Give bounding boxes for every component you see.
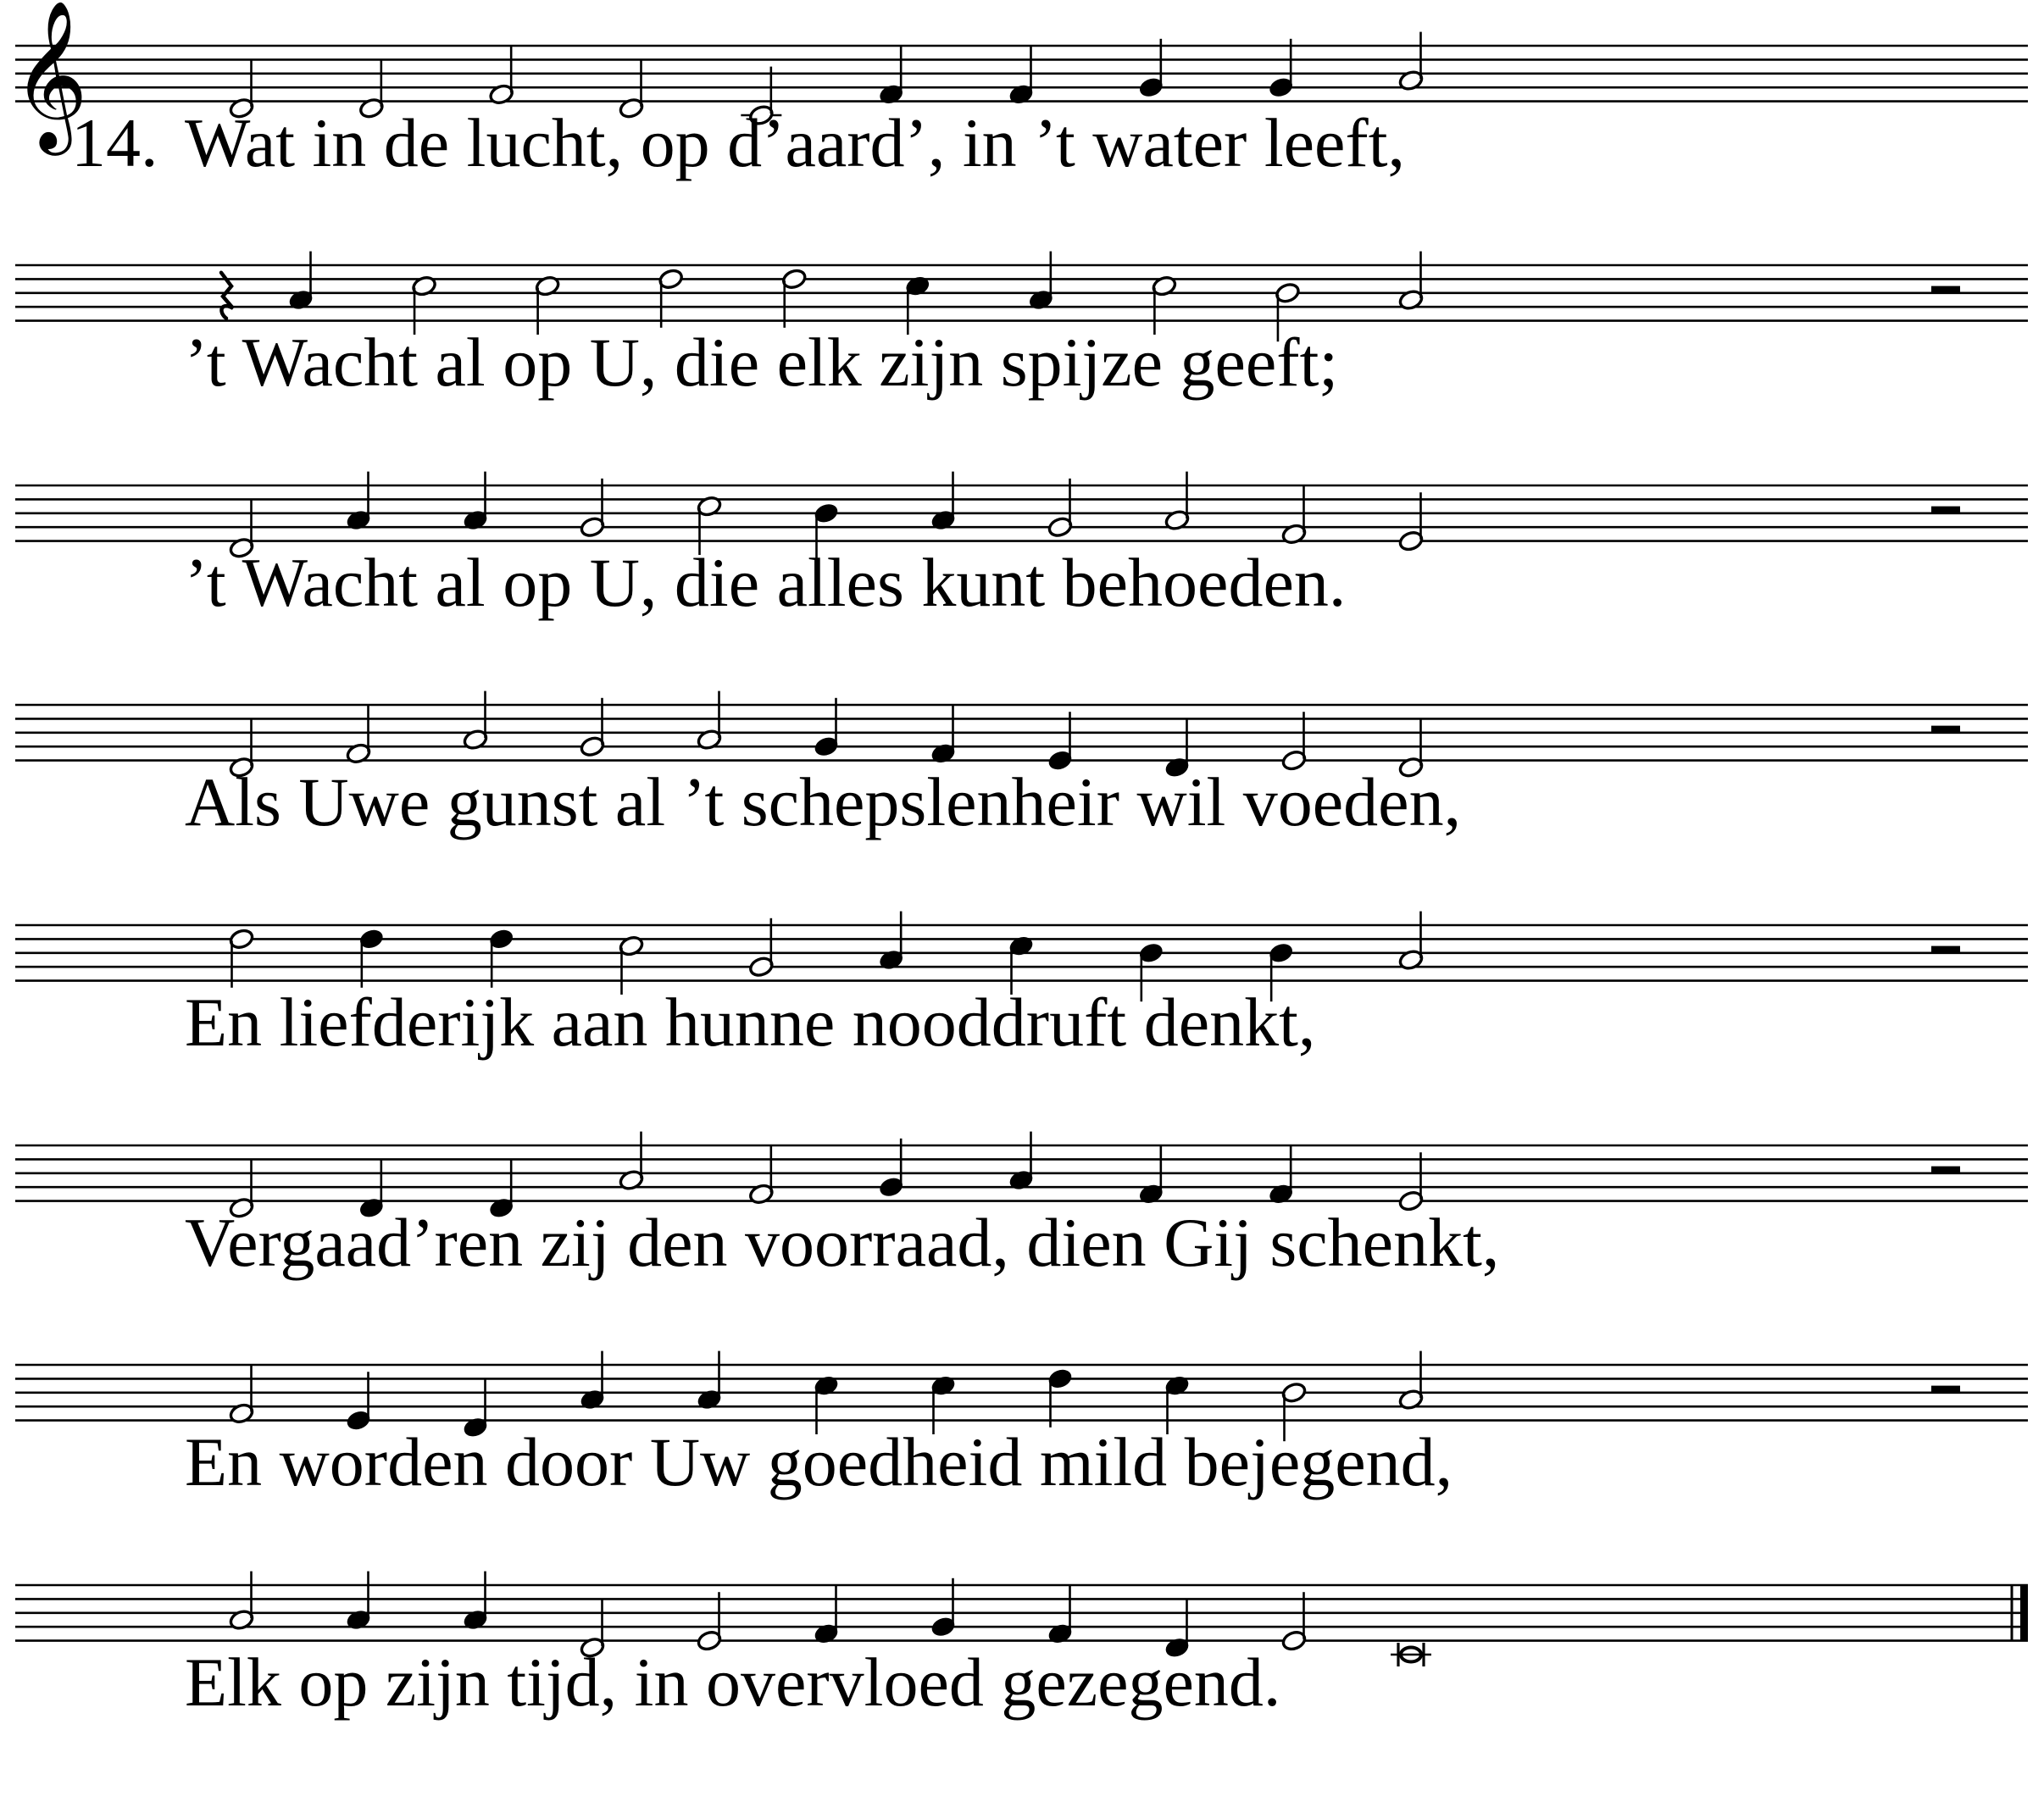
lyric-line: En liefderijk aan hunne nooddruft denkt, <box>185 983 1316 1061</box>
note <box>488 46 514 106</box>
note <box>288 252 314 312</box>
note <box>488 928 514 988</box>
note <box>878 1139 904 1199</box>
note <box>878 912 904 972</box>
lyric-line: Elk op zijn tijd, in overvloed gezegend. <box>185 1643 1281 1721</box>
note <box>748 1145 775 1206</box>
note <box>781 268 808 328</box>
lyric-line: Wat in de lucht, op d’aard’, in ’t water leeft, <box>185 103 1406 181</box>
note <box>930 1578 957 1638</box>
note <box>1268 1145 1294 1206</box>
note <box>1047 1585 1074 1645</box>
note <box>697 691 723 751</box>
half-rest-icon <box>1931 1386 1960 1394</box>
verse-number: 14. <box>71 103 158 181</box>
note <box>878 46 904 106</box>
staff-system <box>15 1365 2028 1421</box>
note <box>1047 479 1074 539</box>
note <box>748 918 775 979</box>
note <box>1047 1367 1074 1428</box>
note <box>814 1585 840 1645</box>
note <box>619 1132 645 1192</box>
note <box>1028 252 1054 312</box>
svg-text:𝄞: 𝄞 <box>12 0 88 149</box>
note <box>463 1572 489 1632</box>
note <box>346 1572 372 1632</box>
lyric-line: En worden door Uw goedheid mild bejegend, <box>185 1422 1453 1500</box>
note <box>1398 32 1425 92</box>
note <box>1398 492 1425 552</box>
note <box>1398 912 1425 972</box>
staff-system <box>15 265 2028 321</box>
half-rest-icon <box>1931 1167 1960 1174</box>
note <box>1164 472 1191 532</box>
note <box>1008 46 1035 106</box>
staff-system <box>15 485 2028 541</box>
note <box>346 705 372 765</box>
note <box>580 479 606 539</box>
note <box>1391 1643 1431 1666</box>
note <box>229 1365 255 1425</box>
note <box>1138 39 1164 99</box>
lyric-line: Als Uwe gunst al ’t schepslenheir wil voeden, <box>185 762 1462 840</box>
lyric-line: ’t Wacht al op U, die elk zijn spijze geeft; <box>185 323 1339 401</box>
note <box>1281 485 1308 546</box>
note <box>1138 1145 1164 1206</box>
note <box>1281 1592 1308 1652</box>
note <box>580 698 606 758</box>
note <box>814 698 840 758</box>
note <box>1268 39 1294 99</box>
half-rest-icon <box>1931 507 1960 514</box>
note <box>463 691 489 751</box>
final-barline-thick <box>2020 1585 2028 1641</box>
half-rest-icon <box>1931 946 1960 954</box>
note <box>358 928 385 988</box>
note <box>658 268 684 328</box>
half-rest-icon <box>1931 286 1960 294</box>
note <box>580 1351 606 1411</box>
note <box>1398 252 1425 312</box>
note <box>930 705 957 765</box>
lyric-line: Vergaad’ren zij den voorraad, dien Gij schenkt, <box>185 1203 1500 1281</box>
note <box>1398 1351 1425 1411</box>
staff-system <box>15 1585 2028 1641</box>
note <box>229 928 255 988</box>
note <box>346 472 372 532</box>
note <box>229 1572 255 1632</box>
note <box>1008 1132 1035 1192</box>
lyric-line: ’t Wacht al op U, die alles kunt behoeden. <box>185 543 1347 621</box>
staff-system <box>15 705 2028 761</box>
note <box>697 1351 723 1411</box>
note <box>463 472 489 532</box>
half-rest-icon <box>1931 726 1960 734</box>
note <box>930 472 957 532</box>
